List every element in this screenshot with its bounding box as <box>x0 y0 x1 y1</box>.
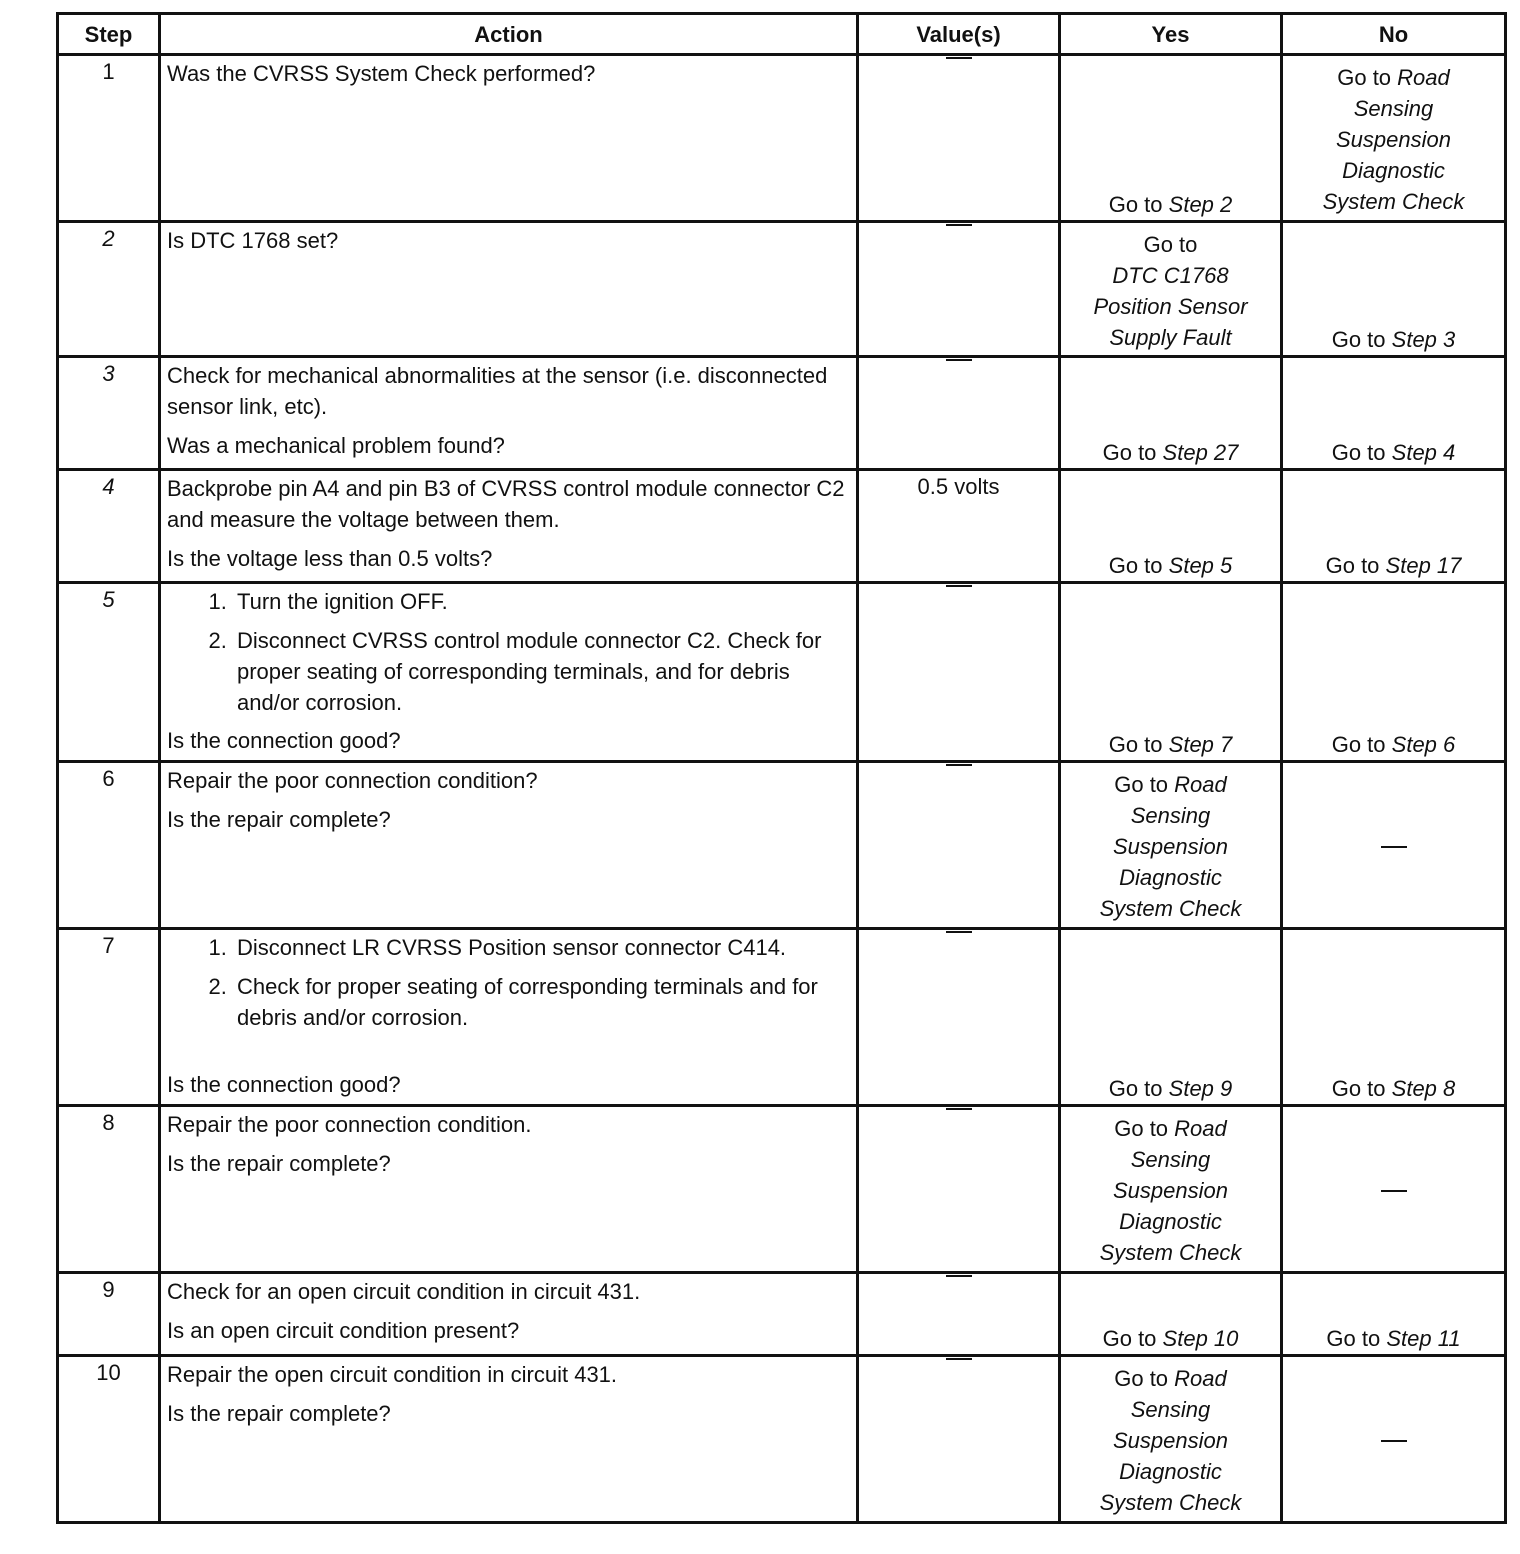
table-row <box>58 929 1506 1106</box>
yes-go-to <box>1067 729 1274 760</box>
action-content <box>167 1107 850 1271</box>
no-go-to <box>1289 550 1498 581</box>
yes-prefix: Go to <box>1108 732 1163 757</box>
yes-go-to <box>1067 437 1274 468</box>
no-prefix: Go to <box>1325 553 1380 578</box>
yes-target-line: Suspension <box>1113 1428 1228 1453</box>
action-content <box>167 584 850 760</box>
yes-go-to <box>1067 189 1274 220</box>
yes-prefix: Go to <box>1143 232 1198 257</box>
table-row <box>58 1356 1506 1523</box>
no-target: Step 6 <box>1391 732 1456 757</box>
step-number: 9 <box>58 1273 160 1356</box>
yes-target: Step 2 <box>1168 192 1233 217</box>
action-steps-list <box>167 932 850 1033</box>
step-number: 2 <box>58 222 160 357</box>
action-step-item: 2. Check for proper seating of corresponding terminals and for debris and/or corrosion. <box>233 971 850 1033</box>
no-target-line: Diagnostic <box>1342 158 1445 183</box>
table-row <box>58 222 1506 357</box>
yes-go-to <box>1067 550 1274 581</box>
yes-target: Road <box>1174 772 1227 797</box>
no-go-to <box>1289 437 1498 468</box>
no-content <box>1289 56 1498 220</box>
header-values: Value(s) <box>858 14 1060 55</box>
step-number: 10 <box>58 1356 160 1523</box>
yes-cell <box>1060 1273 1282 1356</box>
no-cell <box>1282 470 1506 583</box>
yes-cell <box>1060 1356 1282 1523</box>
yes-prefix: Go to <box>1102 440 1157 465</box>
no-prefix: Go to <box>1331 440 1386 465</box>
yes-target-line: System Check <box>1099 896 1242 921</box>
step-number: 6 <box>58 762 160 929</box>
diagnostic-table <box>56 12 1507 1524</box>
action-cell <box>160 1106 858 1273</box>
action-instruction: Repair the poor connection condition. <box>167 1112 532 1137</box>
action-content <box>167 763 850 927</box>
yes-target: Step 7 <box>1168 732 1233 757</box>
no-prefix: Go to <box>1326 1326 1381 1351</box>
yes-cell <box>1060 357 1282 470</box>
yes-target-line: Suspension <box>1113 834 1228 859</box>
action-step-item: 1. Turn the ignition OFF. <box>233 586 850 617</box>
step-number: 4 <box>58 470 160 583</box>
yes-target: Step 9 <box>1168 1076 1233 1101</box>
table-row <box>58 1273 1506 1356</box>
header-row <box>58 14 1506 55</box>
no-prefix: Go to <box>1331 1076 1386 1101</box>
yes-target-line: Position Sensor <box>1093 294 1248 319</box>
yes-prefix: Go to <box>1114 772 1169 797</box>
yes-target-line: Suspension <box>1113 1178 1228 1203</box>
dash-mark <box>946 1275 972 1308</box>
no-go-to <box>1289 324 1498 355</box>
no-cell <box>1282 55 1506 222</box>
yes-target: Step 10 <box>1162 1326 1239 1351</box>
table-row <box>58 357 1506 470</box>
action-cell <box>160 222 858 357</box>
action-question: Was a mechanical problem found? <box>167 433 505 458</box>
yes-target: Road <box>1174 1116 1227 1141</box>
table-row <box>58 1106 1506 1273</box>
yes-content <box>1067 930 1274 1104</box>
no-cell <box>1282 222 1506 357</box>
yes-content <box>1067 471 1274 581</box>
action-cell <box>160 357 858 470</box>
no-target: Step 8 <box>1391 1076 1456 1101</box>
action-question: Is the repair complete? <box>167 1401 391 1426</box>
yes-prefix: Go to <box>1114 1366 1169 1391</box>
yes-cell <box>1060 1106 1282 1273</box>
no-target: Step 11 <box>1386 1326 1461 1351</box>
step-number: 5 <box>58 583 160 762</box>
action-content <box>167 56 850 220</box>
action-cell <box>160 1273 858 1356</box>
yes-content <box>1067 584 1274 760</box>
value-cell <box>858 357 1060 470</box>
step-number: 7 <box>58 929 160 1106</box>
yes-target-line: System Check <box>1099 1490 1242 1515</box>
no-go-to <box>1289 62 1498 93</box>
value-cell <box>858 222 1060 357</box>
yes-go-to <box>1067 1363 1274 1394</box>
yes-prefix: Go to <box>1114 1116 1169 1141</box>
action-step-item: 1. Disconnect LR CVRSS Position sensor connector C414. <box>233 932 850 963</box>
value-cell <box>858 762 1060 929</box>
yes-target-line: Diagnostic <box>1119 1459 1222 1484</box>
step-number: 8 <box>58 1106 160 1273</box>
action-instruction: Backprobe pin A4 and pin B3 of CVRSS control module connector C2 and measure the voltage between them. <box>167 476 845 532</box>
yes-go-to <box>1067 229 1274 260</box>
no-content <box>1289 223 1498 355</box>
dash-mark <box>1381 846 1407 848</box>
yes-content <box>1067 223 1274 355</box>
table-row <box>58 583 1506 762</box>
yes-go-to <box>1067 1113 1274 1144</box>
action-cell <box>160 929 858 1106</box>
action-instruction: Repair the poor connection condition? <box>167 768 538 793</box>
action-cell <box>160 583 858 762</box>
no-cell <box>1282 583 1506 762</box>
no-cell <box>1282 929 1506 1106</box>
no-target-line: Suspension <box>1336 127 1451 152</box>
action-cell <box>160 1356 858 1523</box>
no-content <box>1289 471 1498 581</box>
yes-content <box>1067 1107 1274 1271</box>
no-content <box>1289 930 1498 1104</box>
action-content <box>167 930 850 1104</box>
yes-target-line: Diagnostic <box>1119 1209 1222 1234</box>
action-content <box>167 358 850 468</box>
yes-cell <box>1060 470 1282 583</box>
yes-target-line: DTC C1768 <box>1112 263 1229 288</box>
value-cell: 0.5 volts <box>858 470 1060 583</box>
yes-go-to <box>1067 769 1274 800</box>
yes-go-to <box>1067 1323 1274 1354</box>
yes-target-line: Sensing <box>1130 1397 1211 1422</box>
yes-content <box>1067 1357 1274 1521</box>
no-go-to <box>1289 729 1498 760</box>
yes-cell <box>1060 222 1282 357</box>
dash-mark <box>946 764 972 797</box>
table-body <box>58 55 1506 1523</box>
no-content <box>1289 358 1498 468</box>
table-row <box>58 762 1506 929</box>
no-prefix: Go to <box>1337 65 1392 90</box>
dash-mark <box>946 224 972 257</box>
yes-prefix: Go to <box>1108 553 1163 578</box>
dash-mark <box>946 359 972 392</box>
header-yes: Yes <box>1060 14 1282 55</box>
yes-content <box>1067 358 1274 468</box>
value-cell <box>858 1106 1060 1273</box>
no-cell <box>1282 1356 1506 1523</box>
yes-cell <box>1060 583 1282 762</box>
table-row <box>58 55 1506 222</box>
dash-mark <box>946 585 972 618</box>
yes-prefix: Go to <box>1108 192 1163 217</box>
no-target-line: Sensing <box>1353 96 1434 121</box>
yes-prefix: Go to <box>1102 1326 1157 1351</box>
yes-target-line: Supply Fault <box>1109 325 1232 350</box>
step-number: 1 <box>58 55 160 222</box>
no-go-to <box>1289 1073 1498 1104</box>
yes-prefix: Go to <box>1108 1076 1163 1101</box>
yes-target: Road <box>1174 1366 1227 1391</box>
action-question: Is the repair complete? <box>167 807 391 832</box>
action-steps-list <box>167 586 850 718</box>
no-target-line: System Check <box>1322 189 1465 214</box>
action-question: Is the repair complete? <box>167 1151 391 1176</box>
yes-target-line: Sensing <box>1130 1147 1211 1172</box>
yes-cell <box>1060 929 1282 1106</box>
no-content <box>1289 1274 1498 1354</box>
no-target: Road <box>1397 65 1450 90</box>
value-cell <box>858 929 1060 1106</box>
dash-mark <box>946 931 972 964</box>
action-question: Is the voltage less than 0.5 volts? <box>167 546 493 571</box>
yes-content <box>1067 56 1274 220</box>
value-cell <box>858 583 1060 762</box>
dash-mark <box>1381 1440 1407 1442</box>
yes-cell <box>1060 55 1282 222</box>
no-go-to <box>1289 1323 1498 1354</box>
header-no: No <box>1282 14 1506 55</box>
no-target: Step 3 <box>1391 327 1456 352</box>
header-action: Action <box>160 14 858 55</box>
step-number: 3 <box>58 357 160 470</box>
value-cell <box>858 1356 1060 1523</box>
yes-target-line: Diagnostic <box>1119 865 1222 890</box>
action-question: Is the connection good? <box>167 1072 401 1097</box>
no-cell <box>1282 1106 1506 1273</box>
action-cell <box>160 55 858 222</box>
no-content <box>1289 584 1498 760</box>
yes-target-line: System Check <box>1099 1240 1242 1265</box>
action-content <box>167 471 850 581</box>
yes-target-line: Sensing <box>1130 803 1211 828</box>
dash-mark <box>946 57 972 90</box>
value-cell <box>858 55 1060 222</box>
no-cell <box>1282 357 1506 470</box>
action-instruction: Is DTC 1768 set? <box>167 228 339 253</box>
dash-mark <box>1381 1190 1407 1192</box>
action-cell <box>160 470 858 583</box>
action-content <box>167 1357 850 1521</box>
yes-cell <box>1060 762 1282 929</box>
action-instruction: Repair the open circuit condition in circuit 431. <box>167 1362 618 1387</box>
action-question: Is the connection good? <box>167 728 401 753</box>
dash-mark <box>946 1108 972 1141</box>
action-question: Is an open circuit condition present? <box>167 1318 520 1343</box>
action-instruction: Was the CVRSS System Check performed? <box>167 61 596 86</box>
table-row <box>58 470 1506 583</box>
action-instruction: Check for an open circuit condition in circuit 431. <box>167 1279 641 1304</box>
yes-target: Step 27 <box>1162 440 1239 465</box>
no-target: Step 17 <box>1385 553 1462 578</box>
yes-target: Step 5 <box>1168 553 1233 578</box>
action-cell <box>160 762 858 929</box>
yes-content <box>1067 1274 1274 1354</box>
no-cell <box>1282 1273 1506 1356</box>
no-cell <box>1282 762 1506 929</box>
yes-go-to <box>1067 1073 1274 1104</box>
value-cell <box>858 1273 1060 1356</box>
no-prefix: Go to <box>1331 327 1386 352</box>
action-instruction: Check for mechanical abnormalities at the sensor (i.e. disconnected sensor link, etc). <box>167 363 828 419</box>
dash-mark <box>946 1358 972 1391</box>
yes-content <box>1067 763 1274 927</box>
action-content <box>167 1274 850 1354</box>
no-prefix: Go to <box>1331 732 1386 757</box>
action-step-item: 2. Disconnect CVRSS control module connector C2. Check for proper seating of corresponding terminals, and for debris and/or corrosion. <box>233 625 850 718</box>
no-target: Step 4 <box>1391 440 1456 465</box>
action-content <box>167 223 850 355</box>
header-step: Step <box>58 14 160 55</box>
